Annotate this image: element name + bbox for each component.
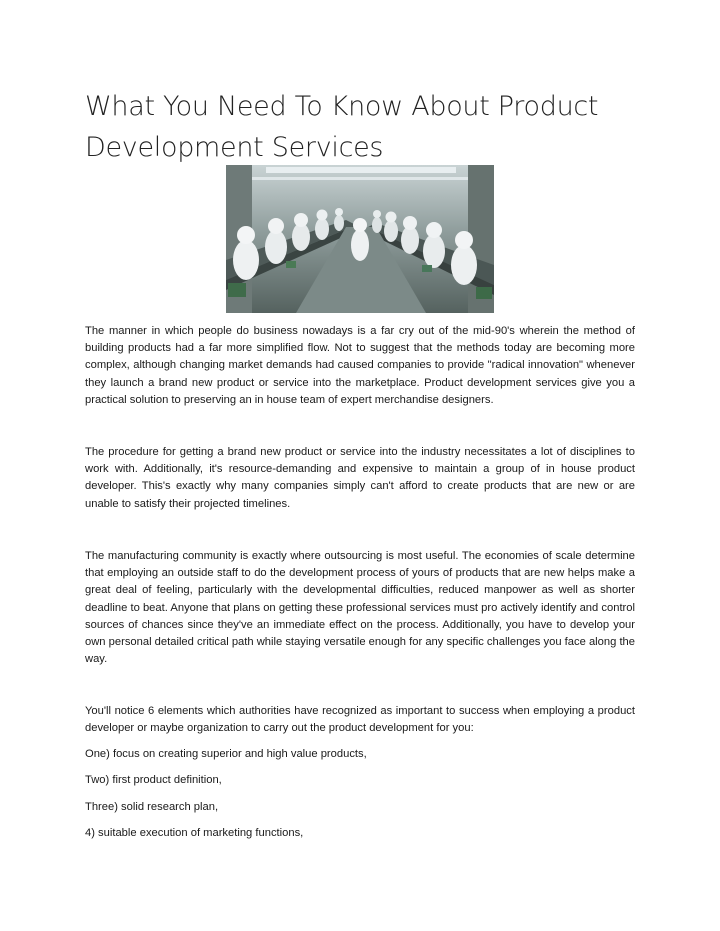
document-title: What You Need To Know About Product Development Services	[85, 91, 599, 163]
list-item: Two) first product definition,	[85, 774, 222, 786]
list-item: One) focus on creating superior and high value products,	[85, 748, 367, 760]
paragraph-2: The procedure for getting a brand new product or service into the industry necessitates a lot of disciplines to work with. Additionally, it's resource-demanding and expensive to maintain a group of in house product developer. This's exactly why many companies simply can't afford to create products that are new or are unable to satisfy their projected timelines.	[85, 446, 635, 510]
list-item: 4) suitable execution of marketing functions,	[85, 827, 304, 839]
list-item: Three) solid research plan,	[85, 801, 219, 813]
paragraph-3: The manufacturing community is exactly where outsourcing is most useful. The economies of scale determine that employing an outside staff to do the development process of yours of products that are new helps make a great deal of feeling, particularly with the developmental difficulties, reduced manpower as well as shorter deadline to beat. Anyone that plans on getting these professional services must pro actively identify and control sources of chances since they've an immediate effect on the process. Additionally, you have to develop your own personal detailed critical path while staying versatile enough for any specific challenges you face along the way.	[85, 550, 635, 666]
paragraph-4: You'll notice 6 elements which authorities have recognized as important to success when employing a product developer or maybe organization to carry out the product development for you:	[85, 705, 635, 735]
factory-workers-photo	[226, 165, 494, 313]
paragraph-1: The manner in which people do business nowadays is a far cry out of the mid-90's wherein the method of building products had a far more simplified flow. Not to suggest that the methods today are becoming more complex, although changing market demands had caused companies to provide "radical innovation" whenever they launch a brand new product or service into the marketplace. Product development services give you a practical solution to preserving an in house team of expert merchandise designers.	[85, 325, 635, 406]
